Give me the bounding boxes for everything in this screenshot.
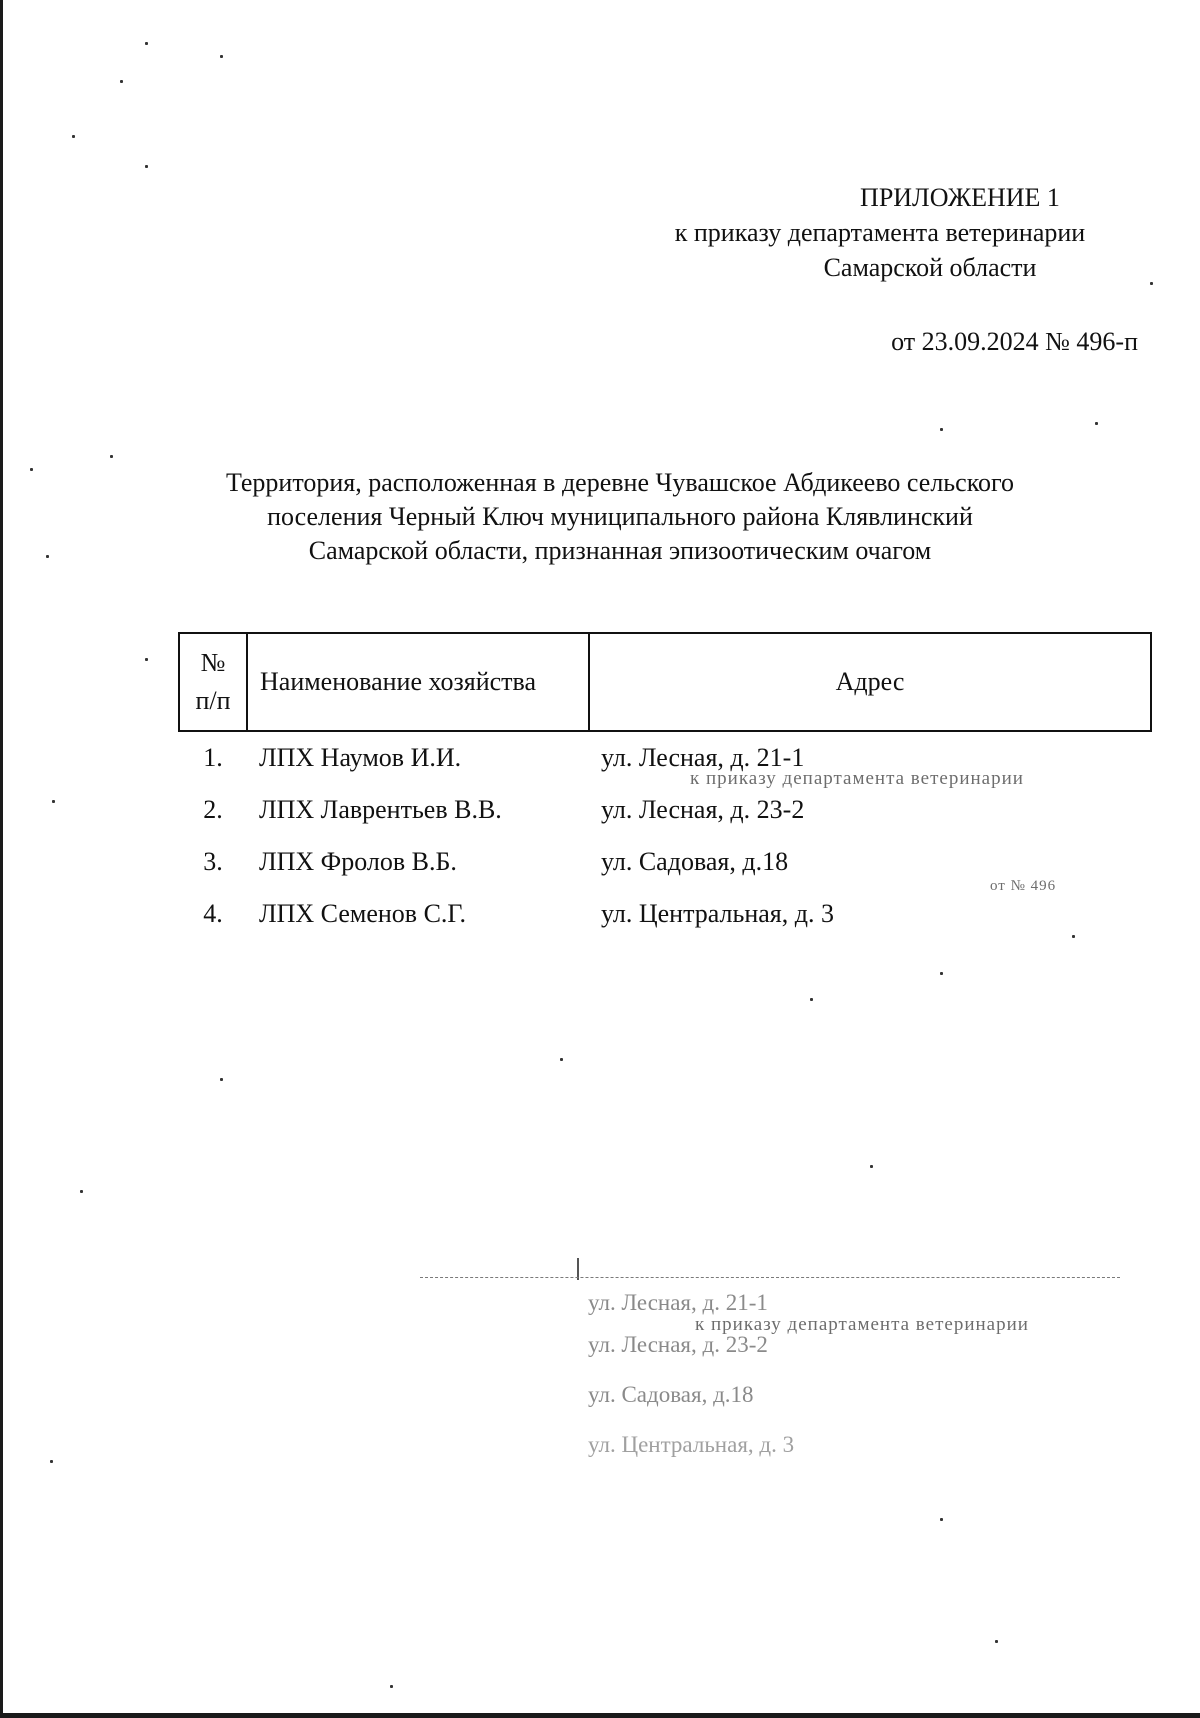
scan-speckle — [940, 428, 943, 431]
bleed-overlay-3: к приказу департамента ветеринарии — [695, 1314, 1029, 1335]
table-row — [179, 784, 1151, 836]
header-name: Наименование хозяйства — [247, 633, 589, 731]
document-heading — [200, 466, 1040, 568]
table-row — [179, 888, 1151, 940]
bleed-overlay-2: от № 496 — [990, 878, 1057, 894]
scan-speckle — [120, 80, 123, 83]
scan-speckle — [30, 468, 33, 471]
scan-speckle — [50, 1460, 53, 1463]
scan-speckle — [220, 1078, 223, 1081]
bleed-address-4: ул. Центральная, д. 3 — [588, 1432, 795, 1457]
scan-speckle — [810, 998, 813, 1001]
row-name: ЛПХ Семенов С.Г. — [259, 899, 467, 928]
row-number: 3. — [203, 847, 223, 876]
scan-left-edge — [0, 0, 3, 1718]
row-name: ЛПХ Фролов В.Б. — [259, 847, 457, 876]
annex-line-region: Самарской области — [823, 253, 1037, 282]
row-number: 2. — [203, 795, 223, 824]
row-address: ул. Лесная, д. 21-1 — [601, 743, 805, 772]
bleed-table-line — [420, 1277, 1120, 1278]
row-address: ул. Садовая, д.18 — [601, 847, 789, 876]
scan-speckle — [80, 1190, 83, 1193]
scan-speckle — [110, 455, 113, 458]
order-date: от 23.09.2024 № 496-п — [891, 327, 1138, 356]
row-address: ул. Лесная, д. 23-2 — [601, 795, 805, 824]
heading-line-3: Самарской области, признанная эпизоотическим очагом — [308, 536, 932, 565]
scan-speckle — [220, 55, 223, 58]
row-number: 1. — [203, 743, 223, 772]
scan-speckle — [940, 972, 943, 975]
scan-speckle — [870, 1165, 873, 1168]
scan-speckle — [1150, 282, 1153, 285]
row-address: ул. Центральная, д. 3 — [601, 899, 834, 928]
bleed-overlay-1: к приказу департамента ветеринарии — [690, 768, 1024, 789]
row-name: ЛПХ Лаврентьев В.В. — [259, 795, 502, 824]
row-number: 4. — [203, 899, 223, 928]
header-number-line-1: № — [200, 648, 226, 677]
scan-speckle — [72, 135, 75, 138]
annex-block — [620, 180, 1140, 285]
scan-speckle — [52, 800, 55, 803]
scan-speckle — [145, 658, 148, 661]
header-address: Адрес — [589, 633, 1151, 731]
scan-speckle — [390, 1685, 393, 1688]
scan-speckle — [995, 1640, 998, 1643]
annex-line-order: к приказу департамента ветеринарии — [674, 218, 1086, 247]
scan-speckle — [1072, 935, 1075, 938]
header-number — [179, 633, 247, 731]
scan-speckle — [940, 1518, 943, 1521]
annex-title: ПРИЛОЖЕНИЕ 1 — [860, 183, 1060, 212]
table-header-row — [179, 633, 1151, 731]
scan-speckle — [560, 1058, 563, 1061]
row-name: ЛПХ Наумов И.И. — [259, 743, 462, 772]
scan-speckle — [1095, 422, 1098, 425]
scan-bottom-edge — [0, 1713, 1200, 1718]
scan-speckle — [46, 555, 49, 558]
scan-speckle — [145, 165, 148, 168]
header-number-line-2: п/п — [195, 686, 231, 715]
heading-line-2: поселения Черный Ключ муниципального района Клявлинский — [267, 502, 973, 531]
heading-line-1: Территория, расположенная в деревне Чувашское Абдикеево сельского — [225, 468, 1015, 497]
scan-speckle — [145, 42, 148, 45]
bleed-address-3: ул. Садовая, д.18 — [588, 1382, 754, 1407]
bleed-address-1: ул. Лесная, д. 21-1 — [588, 1290, 768, 1315]
bleed-address-2: ул. Лесная, д. 23-2 — [588, 1332, 768, 1357]
